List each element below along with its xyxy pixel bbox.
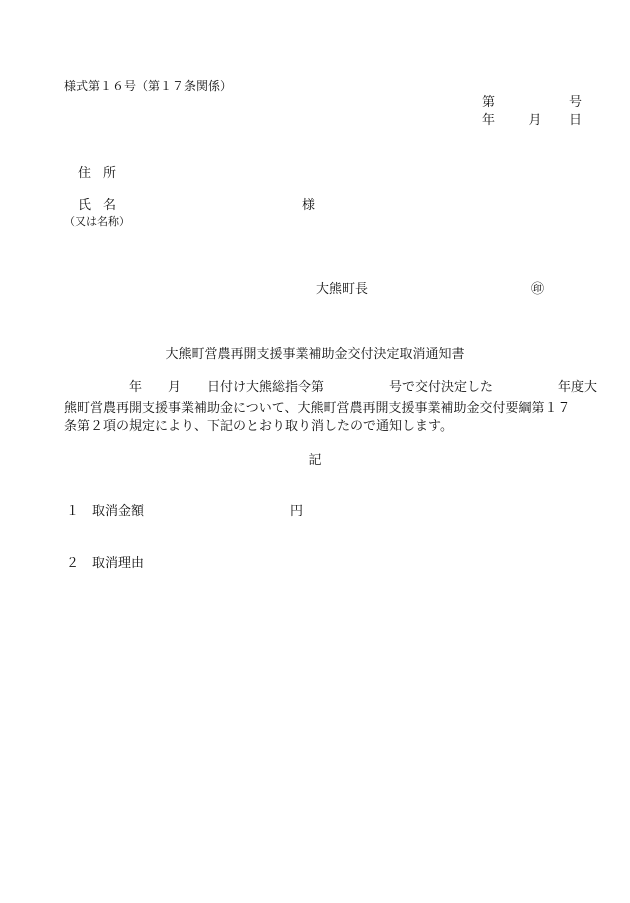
- date-month: 月: [528, 113, 542, 128]
- date-year: 年: [482, 113, 496, 128]
- body-text-line-1: 年 月 日付け大熊総指令第 号で交付決定した 年度大: [64, 380, 598, 395]
- sender-title: 大熊町長: [316, 282, 369, 297]
- item-cancel-amount-label: １ 取消金額: [66, 504, 145, 519]
- date-row: [482, 114, 582, 127]
- honorific: 様: [302, 198, 316, 213]
- form-number: 様式第１６号（第１７条関係）: [64, 79, 233, 93]
- item-cancel-amount-unit: 円: [290, 504, 304, 519]
- ki-heading: 記: [308, 453, 322, 468]
- document-title: 大熊町営農再開支援事業補助金交付決定取消通知書: [165, 347, 465, 362]
- address-label: 住所: [78, 166, 129, 181]
- or-name-note: （又は名称）: [64, 215, 130, 228]
- body-text-line-2: 熊町営農再開支援事業補助金について、大熊町営農再開支援事業補助金交付要綱第１７: [64, 401, 571, 416]
- body-text-line-3: 条第２項の規定により、下記のとおり取り消したので通知します。: [64, 419, 453, 434]
- number-suffix: 号: [568, 95, 582, 110]
- date-day: 日: [568, 113, 582, 128]
- number-prefix: 第: [482, 95, 496, 110]
- seal-mark: ㊞: [531, 282, 545, 297]
- item-cancel-reason-label: ２ 取消理由: [66, 556, 145, 571]
- name-label: 氏名: [78, 198, 129, 213]
- document-number-row: [482, 96, 582, 109]
